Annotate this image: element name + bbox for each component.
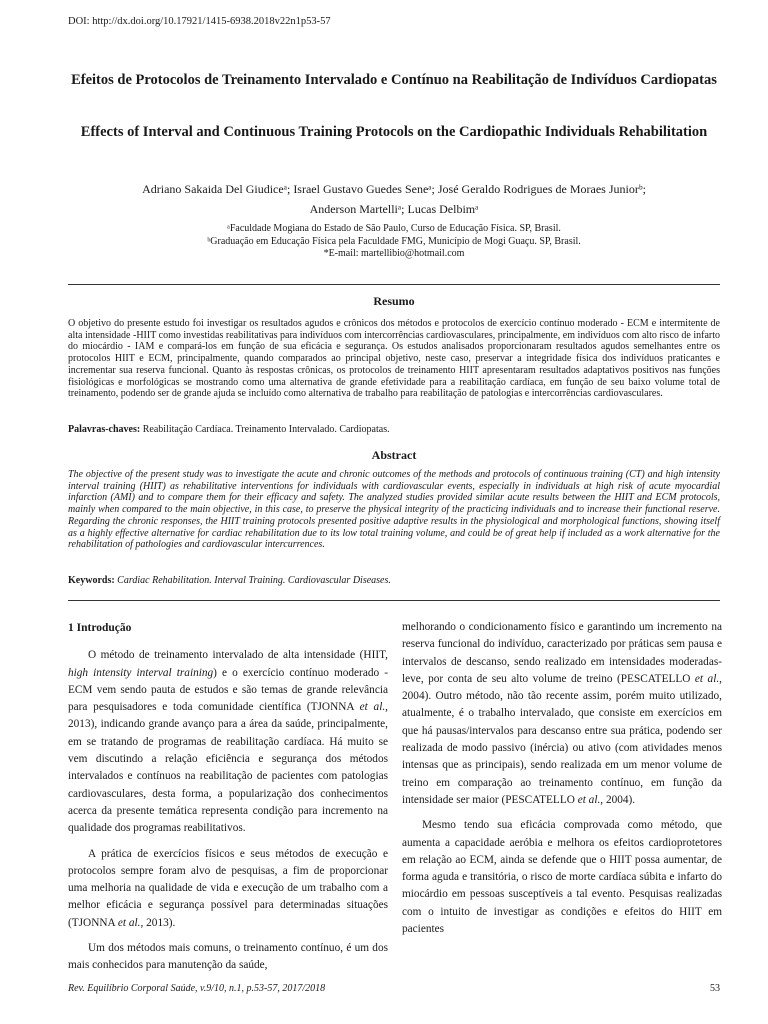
- abstract-text: The objective of the present study was to investigate the acute and chronic outcomes of the methods and protocols of continuous training (CT) and high intensity interval training (HIIT) as rehabilitative interventions for individuals with cardiovascular events, especially in individuals at high risk of acute myocardial infarction (AMI) and to compare them for their efficacy and safety. The analyzed studies provided similar acute results between the HIIT and ECM protocols, mainly when compared to the main objective, in this case, to preserve the physical integrity of the practicing individuals and to increase their functional reserve. Regarding the chronic responses, the HIIT training protocols presented positive adaptive results in the physiological and morphological functions, showing itself as a highly effective alternative for cardiac rehabilitation due to its low total training volume, and could be of great help if included as a work alternative for the rehabilitation of pathologies and cardiovascular intercurrences.: [68, 469, 720, 551]
- doi-line: DOI: http://dx.doi.org/10.17921/1415-6938.2018v22n1p53-57: [68, 16, 331, 27]
- affiliation-a: ᵃFaculdade Mogiana do Estado de São Paulo, Curso de Educação Física. SP, Brasil.: [227, 223, 561, 234]
- title-english: Effects of Interval and Continuous Training Protocols on the Cardiopathic Individuals Rehabilitation: [80, 124, 708, 140]
- palavras-values: Reabilitação Cardíaca. Treinamento Intervalado. Cardiopatas.: [140, 424, 390, 435]
- authors-line-2: Anderson Martelliᵃ; Lucas Delbimᵃ: [309, 202, 479, 216]
- intro-paragraph-3: Um dos métodos mais comuns, o treinamento contínuo, é um dos mais conhecidos para manutenção da saúde,: [68, 942, 388, 972]
- abstract-heading: Abstract: [371, 448, 417, 462]
- affiliation-b: ᵇGraduação em Educação Física pela Faculdade FMG, Município de Mogi Guaçu. SP, Brasil.: [207, 235, 581, 247]
- keywords-label: Keywords:: [68, 575, 115, 586]
- resumo-text: O objetivo do presente estudo foi investigar os resultados agudos e crônicos dos métodos e protocolos de exercício contínuo moderado - ECM e intermitente de alta intensidade -HIIT como investidas reabilitativas para indivíduos com intercorrências cardiovasculares, principalmente, em indivíduos com alto risco de infarto do miocárdio - IAM e compará-los em função de sua eficácia e segurança. Os estudos analisados proporcionaram resultados agudos semelhantes entre os protocolos HIIT e ECM, principalmente, quando comparados ao principal objetivo, neste caso, preservar a integridade física dos indivíduos praticantes e incrementar sua reserva funcional. Quanto às respostas crônicas, os protocolos de treinamento HIIT apresentaram resultados adaptativos positivos nas funções fisiológicas e morfológicas se mostrando como uma alternativa de grande efetividade para a reabilitação cardíaca, em função de seu baixo volume total de treinamento, podendo ser de grande ajuda se incluído como alternativa de trabalho para reabilitação de patologias e intercorrências cardiovasculares.: [68, 318, 720, 400]
- page-number: 53: [710, 983, 720, 994]
- keywords-values: Cardiac Rehabilitation. Interval Training. Cardiovascular Diseases.: [114, 575, 391, 586]
- footer-journal: Rev. Equilíbrio Corporal Saúde, v.9/10, n.1, p.53-57, 2017/2018: [68, 983, 326, 994]
- keywords: [68, 575, 720, 586]
- authors-line-1: Adriano Sakaida Del Giudiceᵃ; Israel Gustavo Guedes Seneᵃ; José Geraldo Rodrigues de Moraes Juniorᵇ;: [142, 182, 646, 196]
- rule-top: [68, 284, 720, 285]
- resumo-heading: Resumo: [373, 294, 415, 308]
- palavras-chaves: [68, 424, 720, 435]
- right-paragraph-1: melhorando o condicionamento físico e garantindo um incremento na reserva funcional do indivíduo, caracterizado por práticas sem pausa e intervalos de descanso, sendo realizado em intensidades moderadas-leve, por conta de seu alto volume de treino (PESCATELLO et al., 2004). Outro método, não tão recente assim, porém muito utilizado, atualmente, é o trabalho intervalado, que consiste em exercícios em que há pausas/intervalos para descanso entre sua prática, podendo ser realizada de modo passivo (inércia) ou ativo (com atividades menos intensas que as principais), sendo realizada em um menor volume de treino em comparação ao treinamento contínuo, em função da intensidade ser maior (PESCATELLO et al., 2004).: [402, 621, 722, 806]
- palavras-label: Palavras-chaves:: [68, 424, 141, 435]
- title-portuguese: Efeitos de Protocolos de Treinamento Intervalado e Contínuo na Reabilitação de Indivíduos Cardiopatas: [71, 72, 717, 88]
- affiliations: [68, 223, 720, 261]
- rule-bottom: [68, 600, 720, 601]
- intro-paragraph-2: A prática de exercícios físicos e seus métodos de execução e protocolos sempre foram alvo de pesquisas, a fim de proporcionar uma melhoria na qualidade de vida e execução de um trabalho com a melhor eficácia e segurança possível para determinadas situações (TJONNA et al., 2013).: [68, 847, 388, 929]
- right-paragraph-2: Mesmo tendo sua eficácia comprovada como método, que aumenta a capacidade aeróbia e melhora os efeitos cardioprotetores em relação ao ECM, ainda se defende que o HIIT possa aumentar, de forma aguda e transitória, o risco de morte cardíaca súbita e infarto do miocárdio em pessoas susceptíveis a tal evento. Pesquisas realizadas com o intuito de investigar as condições e efeitos do HIIT em pacientes: [402, 819, 722, 936]
- authors: [68, 179, 720, 219]
- intro-paragraph-1: O método de treinamento intervalado de alta intensidade (HIIT, high intensity interval training) e o exercício contínuo moderado - ECM vem sendo pauta de estudos e são temas de grande relevância para pesquisadores e toda comunidade científica (TJONNA et al., 2013), indicando grande avanço para a área da saúde, principalmente, em se tratando de programas de reabilitação cardíaca. Há muito se vem discutindo a relação eficiência e segurança dos métodos intervalados e contínuos na reabilitação de pacientes com patologias cardiovasculares, desta forma, a popularização dos conhecimentos acerca da presente temática representa condição para incremento na qualidade dos programas reabilitativos.: [68, 649, 388, 835]
- right-column: [402, 619, 722, 938]
- left-column: [68, 620, 388, 975]
- intro-heading: 1 Introdução: [68, 622, 132, 634]
- contact-email: *E-mail: martellibio@hotmail.com: [323, 248, 465, 259]
